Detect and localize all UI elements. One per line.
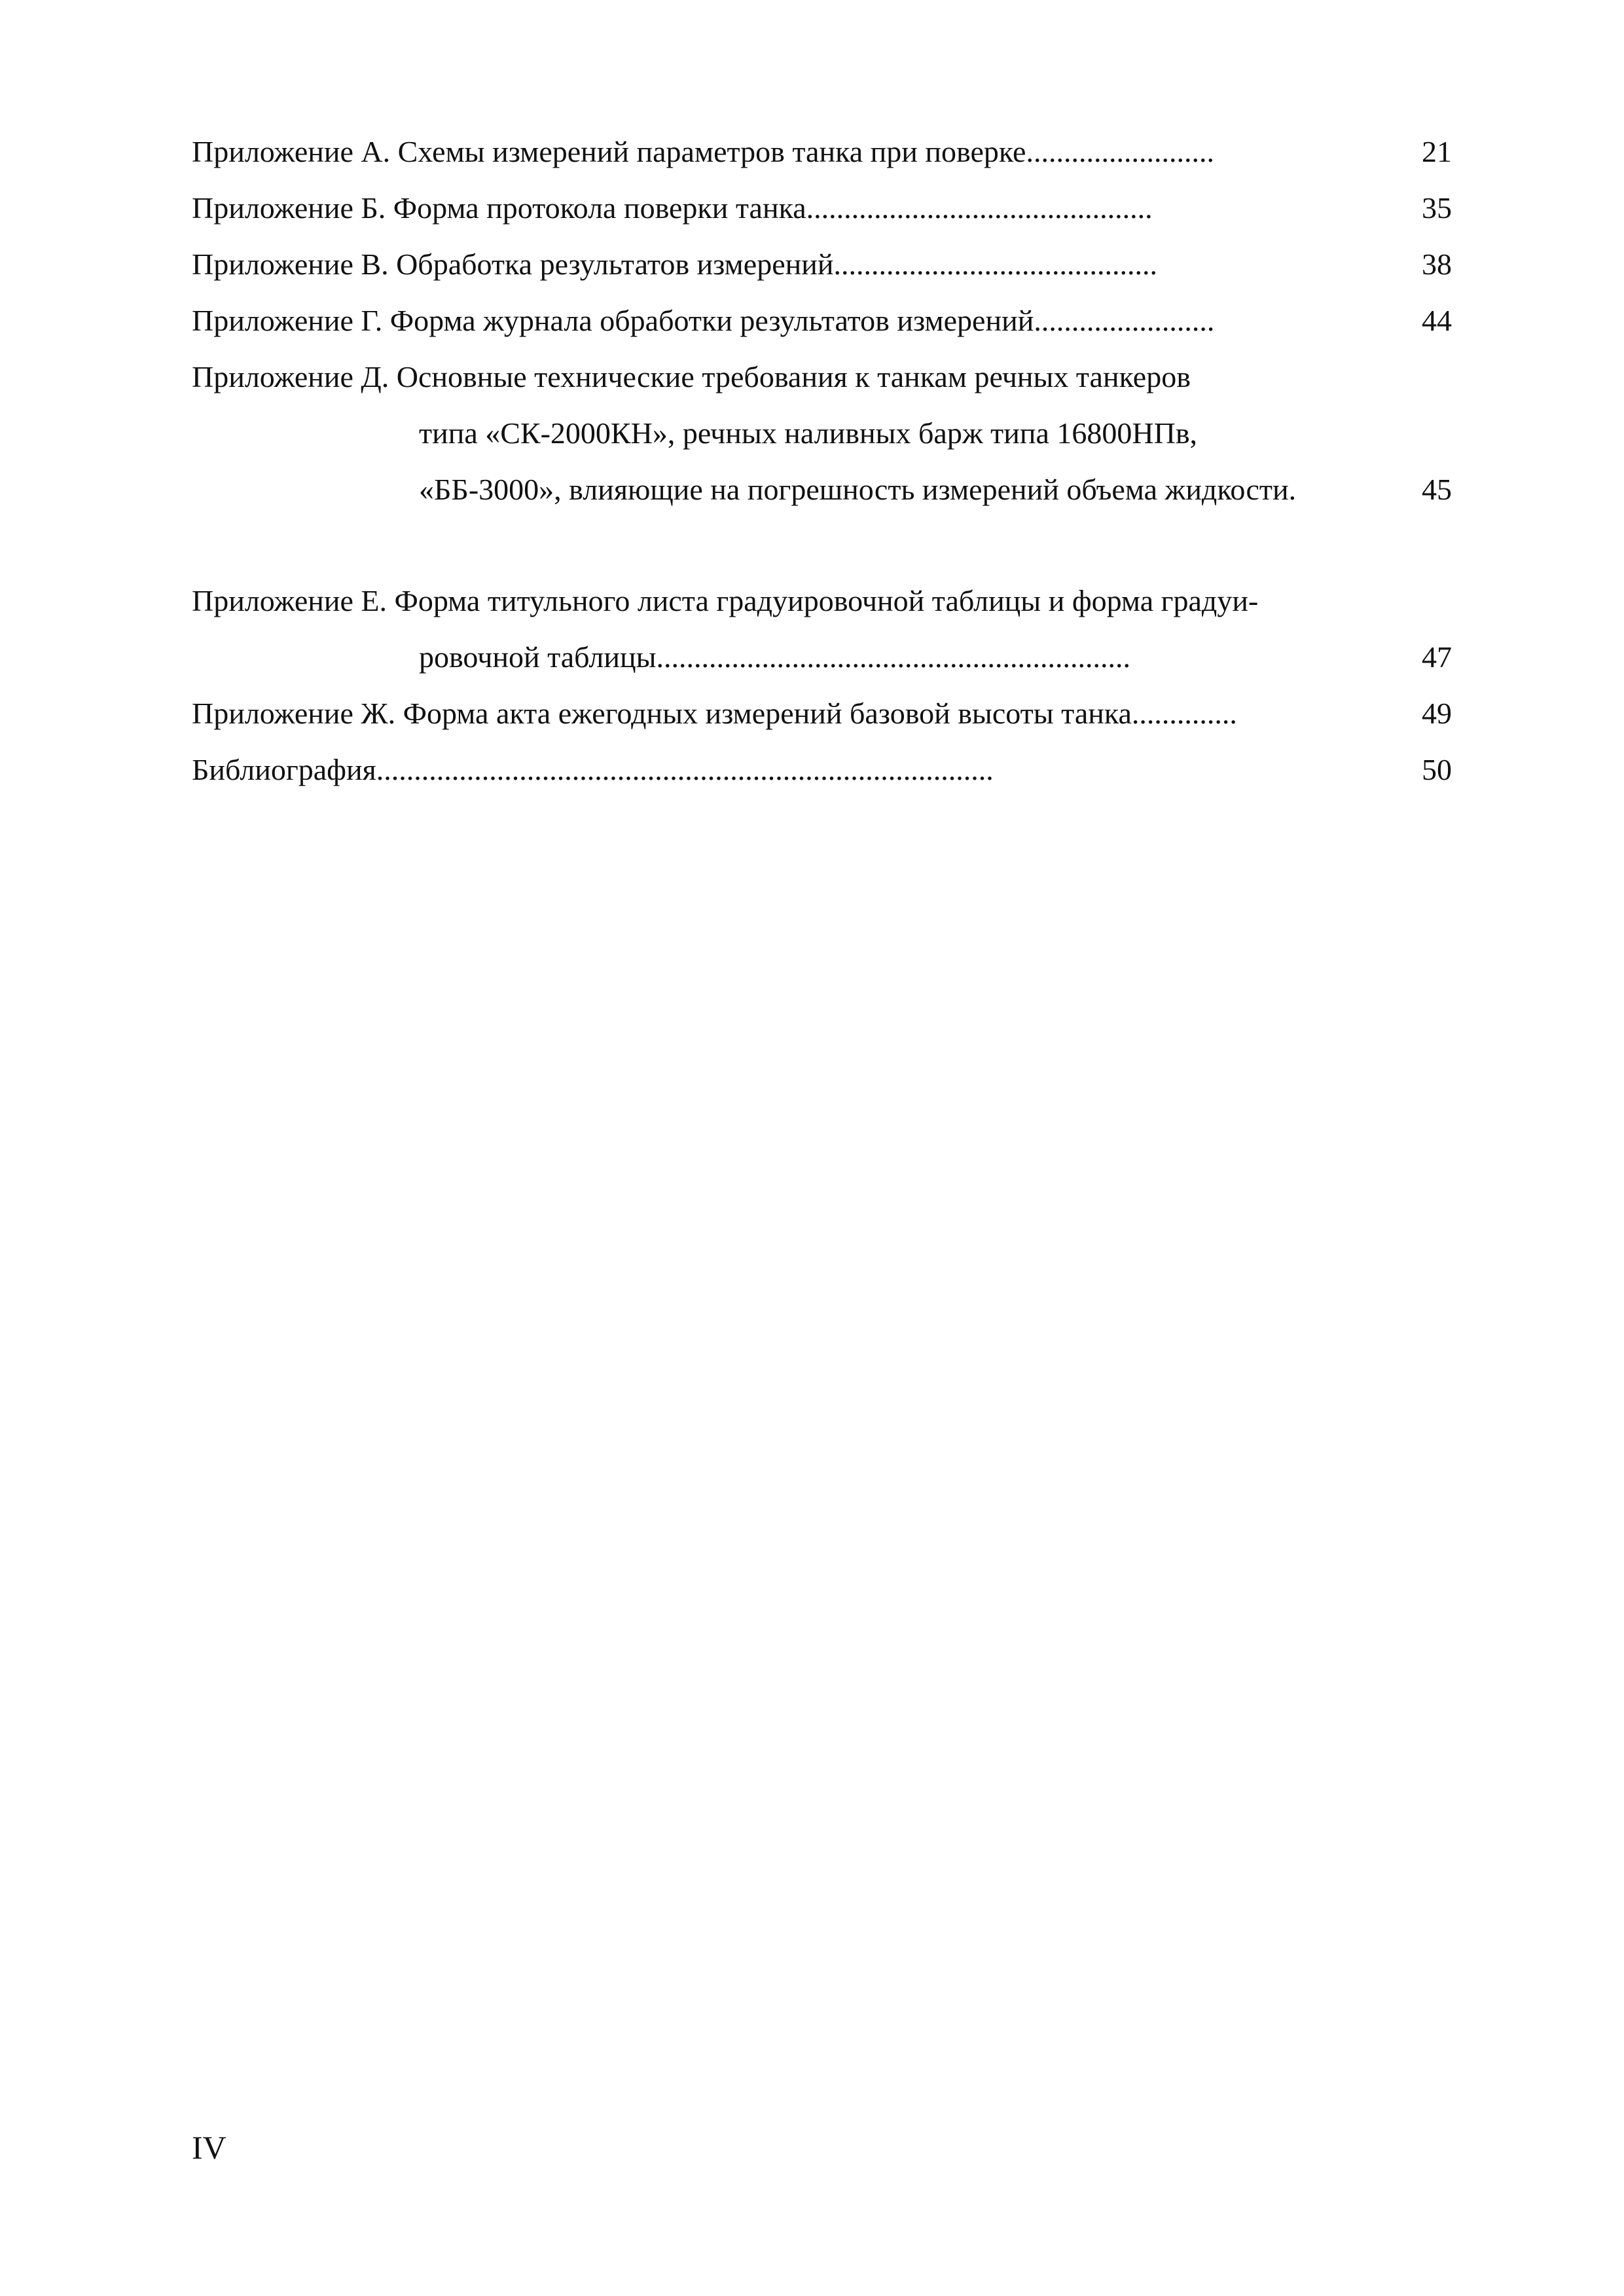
toc-page-e: 47 (1422, 640, 1452, 674)
toc-entry-d-line2: типа «СК-2000КН», речных наливных барж типа 16800НПв, (419, 416, 1198, 450)
toc-entry-e-line1: Приложение Е. Форма титульного листа градуировочной таблицы и форма градуи- (192, 584, 1259, 617)
toc-page-v: 38 (1422, 247, 1452, 281)
toc-page-b: 35 (1422, 191, 1452, 225)
page-number: IV (192, 2129, 226, 2166)
toc-page-zh: 49 (1422, 697, 1452, 730)
toc-entry-b: Приложение Б. Форма протокола поверки танка.............................................. (192, 191, 1153, 225)
toc-entry-v: Приложение В. Обработка результатов измерений........................................... (192, 247, 1157, 281)
toc-entry-d-line1: Приложение Д. Основные технические требования к танкам речных танкеров (192, 360, 1191, 393)
toc-entry-d-line3: «ББ-3000», влияющие на погрешность измерений объема жидкости. (419, 473, 1297, 506)
toc-page-g: 44 (1422, 304, 1452, 337)
toc-entry-a: Приложение А. Схемы измерений параметров танка при поверке......................... (192, 135, 1214, 168)
toc-page-bibliography: 50 (1422, 753, 1452, 786)
toc-page-a: 21 (1422, 135, 1452, 168)
toc-page-d: 45 (1422, 473, 1452, 506)
toc-entry-e-line2: ровочной таблицы............................................................... (419, 640, 1131, 674)
toc-entry-zh: Приложение Ж. Форма акта ежегодных измерений базовой высоты танка.............. (192, 697, 1237, 730)
toc-entry-bibliography: Библиография.................................................................................. (192, 753, 994, 786)
toc-entry-g: Приложение Г. Форма журнала обработки результатов измерений........................ (192, 304, 1215, 337)
